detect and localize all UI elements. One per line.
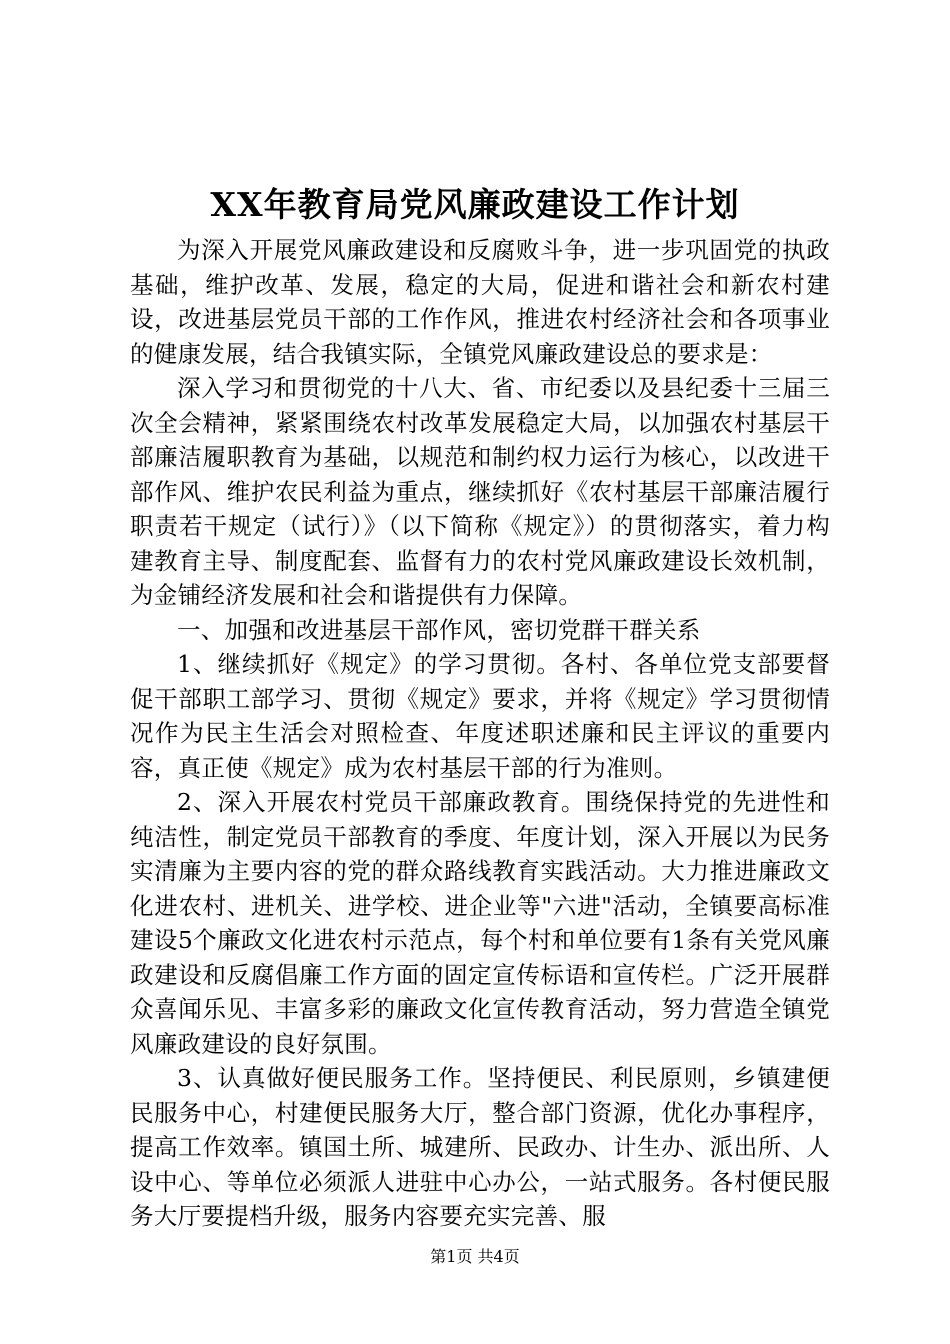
paragraph-item-1: 1、继续抓好《规定》的学习贯彻。各村、各单位党支部要督促干部职工部学习、贯彻《规定》要求，并将《规定》学习贯彻情况作为民主生活会对照检查、年度述职述廉和民主评议的重要内容，真正使《规定》成为农村基层干部的行为准则。 — [130, 650, 830, 782]
paragraph-requirements: 深入学习和贯彻党的十八大、省、市纪委以及县纪委十三届三次全会精神，紧紧围绕农村改革发展稳定大局，以加强农村基层干部廉洁履职教育为基础，以规范和制约权力运行为核心，以改进干部作风、维护农民利益为重点，继续抓好《农村基层干部廉洁履行职责若干规定（试行）》（以下简称《规定》）的贯彻落实，着力构建教育主导、制度配套、监督有力的农村党风廉政建设长效机制，为金铺经济发展和社会和谐提供有力保障。 — [130, 374, 830, 609]
paragraph-item-3: 3、认真做好便民服务工作。坚持便民、利民原则，乡镇建便民服务中心，村建便民服务大厅，整合部门资源，优化办事程序，提高工作效率。镇国土所、城建所、民政办、计生办、派出所、人设中心、等单位必须派人进驻中心办公，一站式服务。各村便民服务大厅要提档升级，服务内容要充实完善、服 — [130, 1064, 830, 1230]
document-title: XX年教育局党风廉政建设工作计划 — [210, 185, 740, 224]
section-heading-1: 一、加强和改进基层干部作风，密切党群干群关系 — [177, 615, 701, 644]
paragraph-intro: 为深入开展党风廉政建设和反腐败斗争，进一步巩固党的执政基础，维护改革、发展，稳定的大局，促进和谐社会和新农村建设，改进基层党员干部的工作作风，推进农村经济社会和各项事业的健康发展，结合我镇实际，全镇党风廉政建设总的要求是： — [130, 236, 830, 368]
document-body — [130, 233, 830, 1234]
paragraph-item-2: 2、深入开展农村党员干部廉政教育。围绕保持党的先进性和纯洁性，制定党员干部教育的季度、年度计划，深入开展以为民务实清廉为主要内容的党的群众路线教育实践活动。大力推进廉政文化进农村、进机关、进学校、进企业等"六进"活动，全镇要高标准建设5个廉政文化进农村示范点，每个村和单位要有1条有关党风廉政建设和反腐倡廉工作方面的固定宣传标语和宣传栏。广泛开展群众喜闻乐见、丰富多彩的廉政文化宣传教育活动，努力营造全镇党风廉政建设的良好氛围。 — [130, 788, 830, 1058]
page-footer: 第1页 共4页 — [430, 1247, 520, 1266]
